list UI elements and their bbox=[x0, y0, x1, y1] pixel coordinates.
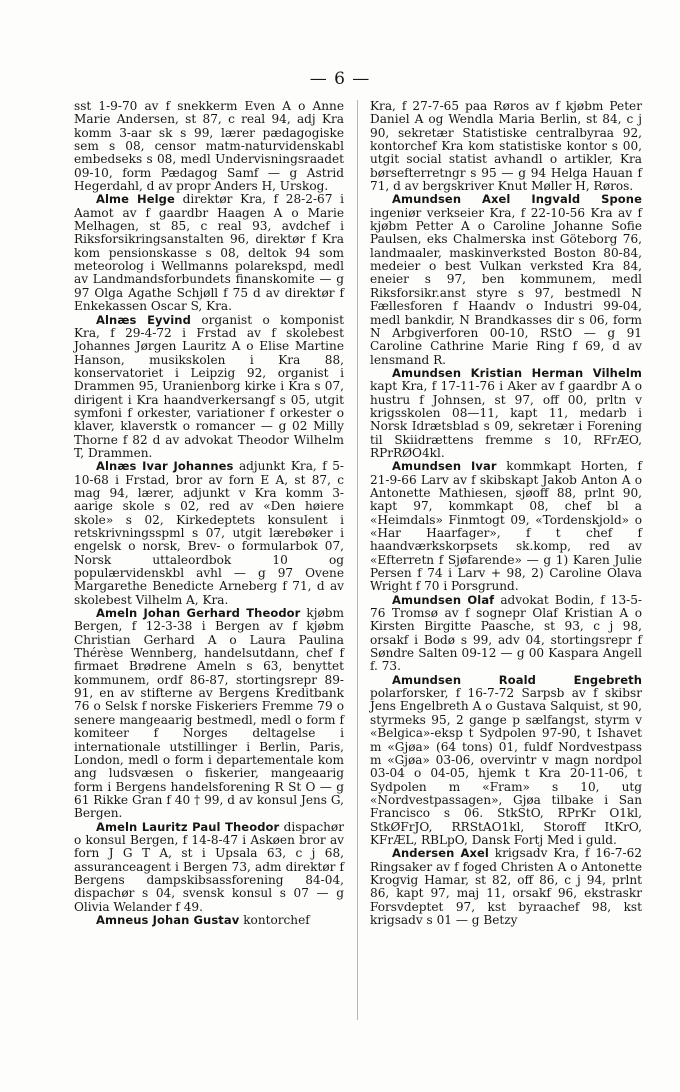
entry-text: organist o komponist Kra, f 29-4-72 i Frstad av f skolebest Johannes Jørgen Lauritz A o Elise Martine Hanson, musikskolen i Kra 88, konservatoriet i Leipzig 92, organist i Drammen 95, Uranienborg kirke i Kra s 07, dirigent i Kra haandverkersangf s 05, utgit symfoni f orkester, variationer f orkester o klaver, klaverstk o romancer — g 02 Milly Thorne f 82 d av advokat Theodor Wilhelm T, Drammen. bbox=[74, 312, 344, 460]
entry-text: Kra, f 27-7-65 paa Røros av f kjøbm Peter Daniel A og Wendla Maria Berlin, st 84, c j 90, sekretær Statistiske centralbyraa 92, kontorchef Kra kom statistiske kontor s 00, utgit social statist avhandl o artikler, Kra børsefterretngr s 95 — g 94 Helga Hauan f 71, d av bergskriver Knut Møller H, Røros. bbox=[370, 99, 642, 194]
entry-name: Andersen Axel bbox=[392, 846, 489, 861]
entry-name: Alnæs Ivar Johannes bbox=[96, 459, 234, 474]
page-number: — 6 — bbox=[309, 69, 371, 89]
entry-name: Amundsen Ivar bbox=[392, 459, 497, 474]
entry-name: Amundsen Axel Ingvald Spone bbox=[392, 192, 642, 207]
entry-text: sst 1-9-70 av f snekkerm Even A o Anne Marie Andersen, st 87, c real 94, adj Kra komm 3-aar sk s 99, lærer pædagogiske sem s 08, censor matm-naturvidenskabl embedseks s 08, medl Undervisningsraadet 09-10, form Pædagog Samf — g Astrid Hegerdahl, d av propr Anders H, Urskog. bbox=[74, 99, 344, 194]
entry-name: Amneus Johan Gustav bbox=[96, 912, 240, 927]
entry-text: kommkapt Horten, f 21-9-66 Larv av f skibskapt Jakob Anton A o Antonette Mathiesen, sjøoff 88, prlnt 90, kapt 97, kommkapt 08, chef bl a «Heimdals» Finmtogt 09, «Tordenskjold» o «Har Haarfager», f t chef f haandværkskorpsets sk.komp, red av «Efterretn f Sjøfarende» — g 1) Karen Julie Persen f 74 i Larv + 98, 2) Caroline Olava Wright f 70 i Porsgrund. bbox=[370, 459, 642, 594]
entry-text: krigsadv Kra, f 16-7-62 Ringsaker av f foged Christen A o Antonette Krogvig Hamar, st 82, off 86, c j 94, prlnt 86, kapt 97, maj 11, orsakf 96, ekstraskr Forsvdeptet 97, kst byraachef 98, kst krigsadv s 01 — g Betzy bbox=[370, 846, 642, 927]
biography-entry bbox=[370, 193, 642, 366]
entry-text: kapt Kra, f 17-11-76 i Aker av f gaardbr A o hustru f Johnsen, st 97, off 00, prltn v krigsskolen 08—11, kapt 11, medarb i Norsk Idrætsblad s 09, sekretær i Forening til Skiidrættens fremme s 10, RFrÆO, RPrRØO4kl. bbox=[370, 379, 642, 460]
biography-entry bbox=[74, 914, 344, 927]
entry-text: ingeniør verkseier Kra, f 22-10-56 Kra av f kjøbm Petter A o Caroline Johanne Sofie Paulsen, eks Chalmerska inst Göteborg 76, landmaaler, maskinverksted Boston 80-84, medeier o best Vulkan verksted Kra 84, eneier s 97, ben kommunem, medl Riksforsikr.anst styre s 97, bestmedl N Fællesforen f Haandv o Industri 99-04, medl bankdir, N Brandkasses dir s 06, form N Arbgiverforen 00-10, RStO — g 91 Caroline Cathrine Marie Ring f 69, d av lensmand R. bbox=[370, 205, 642, 367]
entry-text: kjøbm Bergen, f 12-3-38 i Bergen av f kjøbm Christian Gerhard A o Laura Paulina Thérèse Wennberg, handelsutdann, chef f firmaet Brødrene Ameln s 63, benyttet kommunem, ordf 86-87, stortingsrepr 89-91, en av stifterne av Bergens Kreditbank 76 o Selsk f norske Fiskeriers Fremme 79 o senere mangeaarig bestmedl, medl o form f komiteer f Norges deltagelse i internationale utstillinger i Berlin, Paris, London, medl o form i departementale kom ang ludsvæsen o fiskerier, mangeaarig form i Bergens handelsforening R St O — g 61 Rikke Gran f 40 † 99, d av konsul Jens G, Bergen. bbox=[74, 606, 344, 821]
biography-entry bbox=[370, 847, 642, 927]
entry-name: Amundsen Roald Engebreth bbox=[392, 672, 642, 687]
entry-name: Amundsen Kristian Herman Vilhelm bbox=[392, 365, 642, 380]
biography-entry bbox=[74, 314, 344, 461]
entry-text: dispachør o konsul Bergen, f 14-8-47 i Askøen bror av forn J G T A, st i Upsala 63, c j 68, assuranceagent i Bergen 73, adm direktør f Bergens dampskibsassforening 84-04, dispachør s 04, svensk konsul s 07 — g Olivia Welander f 49. bbox=[74, 819, 344, 914]
entry-text: kontorchef bbox=[243, 912, 310, 927]
column-divider bbox=[357, 100, 358, 1020]
right-column bbox=[370, 100, 642, 927]
biography-entry bbox=[74, 460, 344, 607]
entry-text: direktør Kra, f 28-2-67 i Aamot av f gaardbr Haagen A o Marie Melhagen, st 85, c real 93, avdchef i Riksforsikringsanstalten 96, direktør f Kra kom pensionskasse s 08, deltok 94 som meteorolog i Wellmanns polarekspd, medl av Landmandsforbundets finanskomite — g 97 Olga Agathe Schjøll f 75 d av direktør f Enkekassen Oscar S, Kra. bbox=[74, 192, 344, 314]
biography-entry bbox=[74, 821, 344, 914]
entry-name: Ameln Johan Gerhard Theodor bbox=[96, 606, 301, 621]
entry-text: adjunkt Kra, f 5-10-68 i Frstad, bror av forn E A, st 87, c mag 94, lærer, adjunkt v Kra komm 3-aarige skole s 02, red av «Den høiere skole» s 02, Kirkedeptets konsulent i retskrivningsspml s 07, utgit lærebøker i engelsk o norsk, Brev- o formularbok 07, Norsk uttaleordbok 10 og populærvidenskbl avhl — g 97 Ovene Margarethe Benedicte Arneberg f 71, d av skolebest Vilhelm A, Kra. bbox=[74, 459, 344, 607]
biography-entry bbox=[370, 367, 642, 460]
biography-entry bbox=[370, 674, 642, 847]
biography-entry bbox=[74, 193, 344, 313]
entry-name: Ameln Lauritz Paul Theodor bbox=[96, 819, 280, 834]
entry-text: advokat Bodin, f 13-5-76 Tromsø av f sognepr Olaf Kristian A o Kirsten Birgitte Paasche, st 93, c j 98, orsakf i Bodø s 99, adv 04, stortingsrepr f Søndre Salten 09-12 — g 00 Kaspara Angell f. 73. bbox=[370, 592, 643, 674]
entry-name: Alnæs Eyvind bbox=[96, 312, 191, 327]
entry-name: Amundsen Olaf bbox=[392, 592, 495, 607]
entry-text: polarforsker, f 16-7-72 Sarpsb av f skibsr Jens Engelbreth A o Gustava Salquist, st 90, styrmeks 95, 2 gange p sælfangst, styrm v «Belgica»-eksp t Sydpolen 97-90, t Ishavet m «Gjøa» (64 tons) 01, fuldf Nordvestpass m «Gjøa» 03-06, overvintr v magn nordpol 03-04 o 04-05, hjemk t Kra 20-11-06, t Sydpolen m «Fram» s 10, utg «Nordvestpassagen», Gjøa tilbake i San Francisco s 06. StkStO, RPrKr O1kl, StkØFrJO, RRStAO1kl, Storoff ItKrO, KFrÆL, RBLpO, Dansk Fortj Med i guld. bbox=[370, 686, 642, 847]
biography-entry bbox=[370, 460, 642, 593]
biography-entry bbox=[370, 100, 642, 193]
left-column bbox=[74, 100, 344, 927]
entry-name: Alme Helge bbox=[96, 192, 175, 207]
biography-entry bbox=[74, 100, 344, 193]
biography-entry bbox=[74, 607, 344, 821]
biography-entry bbox=[370, 594, 642, 674]
